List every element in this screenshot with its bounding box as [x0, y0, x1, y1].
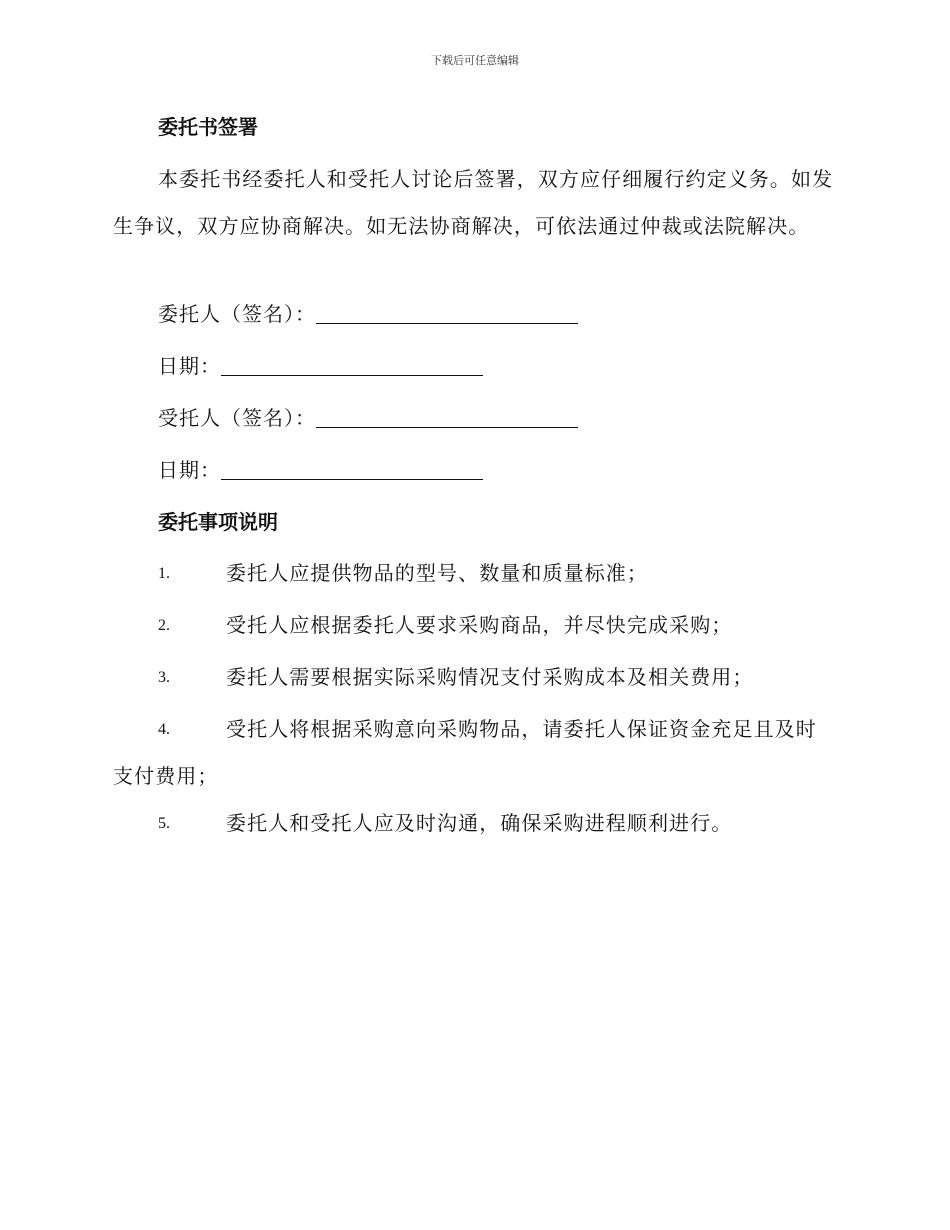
list-item-number: 3.	[158, 669, 170, 686]
agent-date-row	[158, 456, 483, 484]
client-date-row	[158, 352, 483, 380]
list-item	[113, 550, 837, 597]
agent-signature-line[interactable]	[316, 407, 578, 428]
list-item-number: 5.	[158, 815, 170, 832]
list-item-text: 受托人应根据委托人要求采购商品，并尽快完成采购；	[226, 613, 733, 637]
agent-date-label: 日期：	[158, 458, 221, 482]
list-item	[113, 602, 837, 649]
agent-date-line[interactable]	[221, 459, 483, 480]
signing-paragraph: 本委托书经委托人和受托人讨论后签署，双方应仔细履行约定义务。如发生争议，双方应协商解决。如无法协商解决，可依法通过仲裁或法院解决。	[113, 167, 834, 238]
list-item	[113, 654, 837, 701]
list-item-text: 委托人需要根据实际采购情况支付采购成本及相关费用；	[226, 665, 754, 689]
list-item-number: 2.	[158, 617, 170, 634]
client-signature-label: 委托人（签名）：	[158, 302, 316, 326]
list-item	[113, 800, 837, 847]
signing-section-title: 委托书签署	[158, 115, 258, 139]
list-item-text: 受托人将根据采购意向采购物品，请委托人保证资金充足且及时支付费用；	[113, 717, 817, 788]
client-date-label: 日期：	[158, 354, 221, 378]
list-item-number: 4.	[158, 721, 170, 738]
list-item-text: 委托人应提供物品的型号、数量和质量标准；	[226, 561, 648, 585]
page-header-note: 下载后可任意编辑	[431, 54, 519, 67]
list-item	[113, 706, 837, 800]
agent-signature-label: 受托人（签名）：	[158, 406, 316, 430]
client-signature-row	[158, 300, 578, 328]
agent-signature-row	[158, 404, 578, 432]
notes-section-title: 委托事项说明	[158, 510, 278, 534]
client-signature-line[interactable]	[316, 303, 578, 324]
client-date-line[interactable]	[221, 355, 483, 376]
list-item-text: 委托人和受托人应及时沟通，确保采购进程顺利进行。	[226, 811, 733, 835]
list-item-number: 1.	[158, 565, 170, 582]
